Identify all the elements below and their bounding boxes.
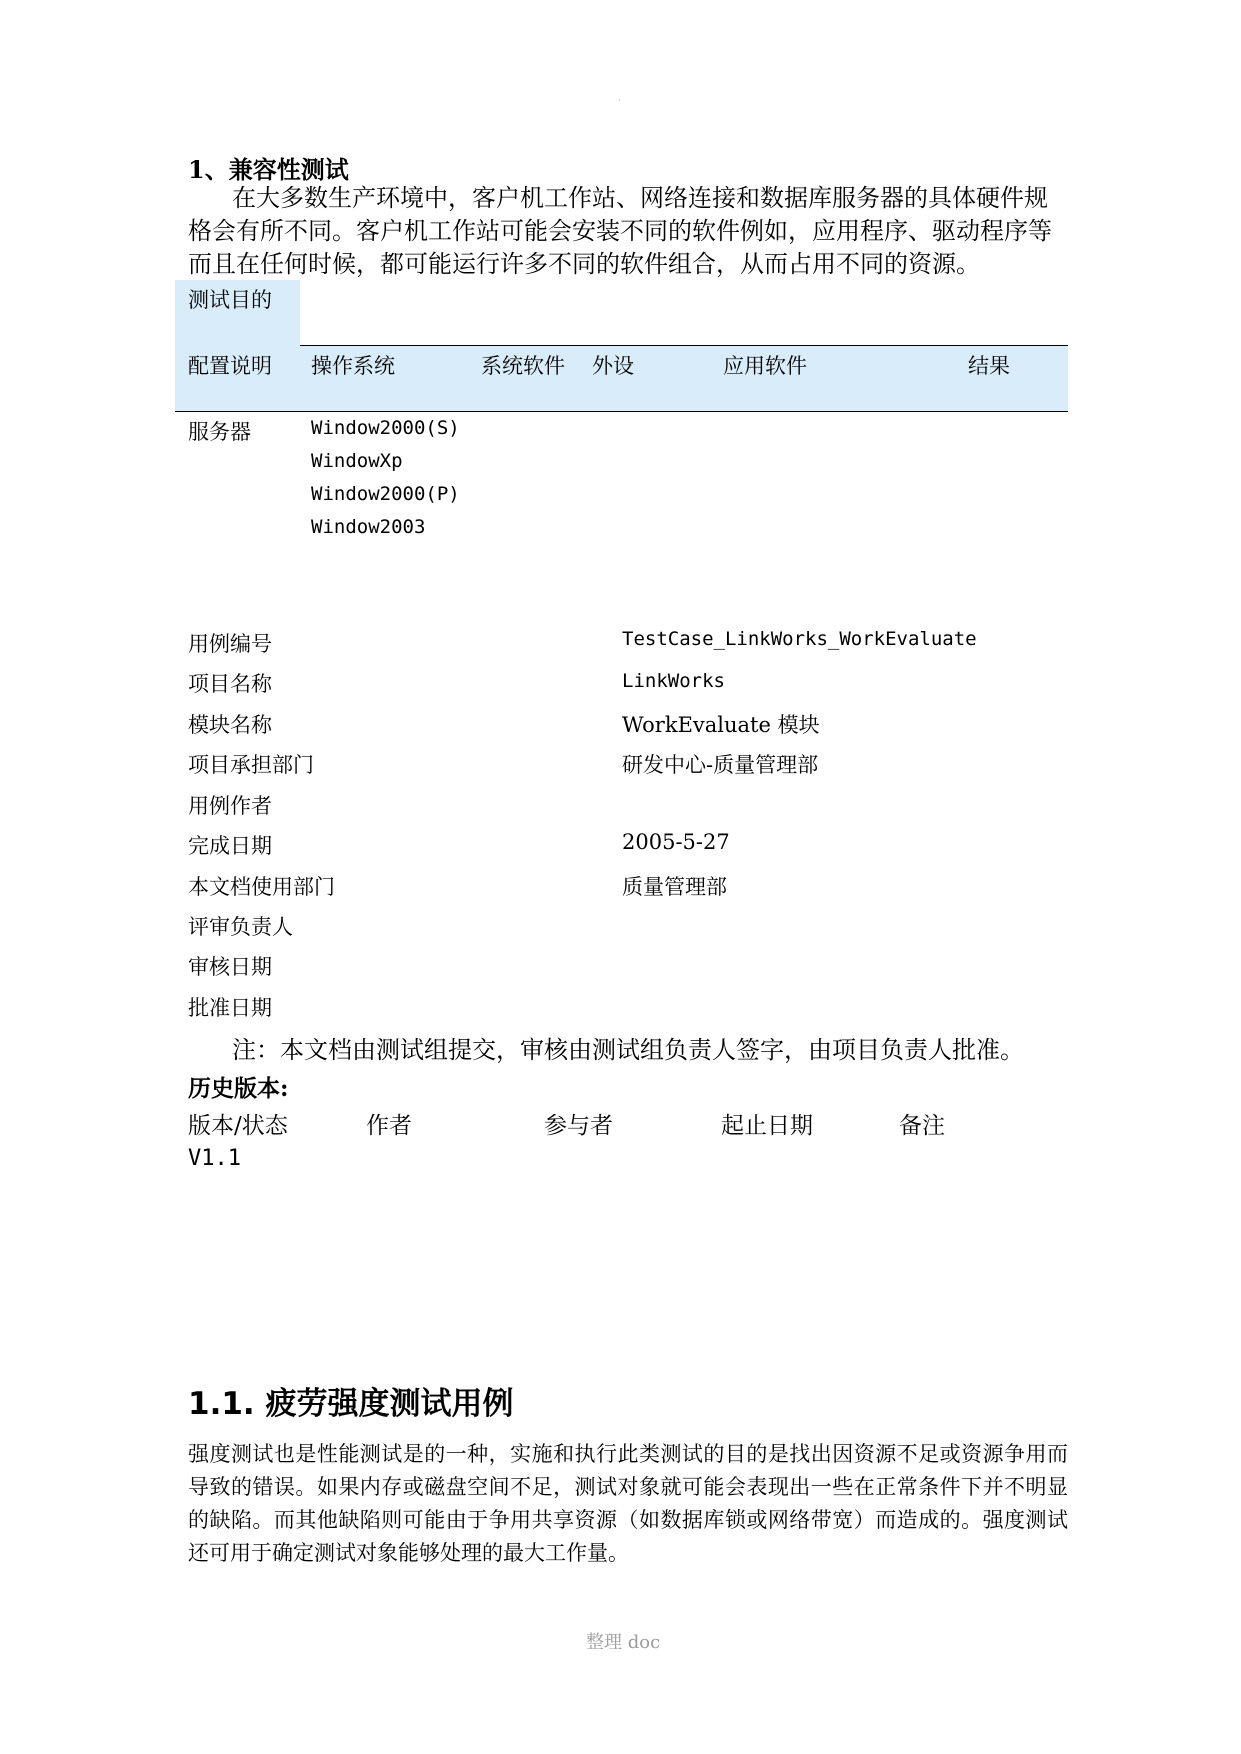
info-value: TestCase_LinkWorks_WorkEvaluate [622,628,977,650]
compatibility-paragraph [188,182,1068,281]
history-version: V1.1 [188,1146,241,1171]
os-item: Window2003 [311,516,426,538]
info-value: LinkWorks [622,670,725,692]
header-result: 结果 [968,354,1010,378]
os-item: Window2000(S) [311,417,460,439]
section-heading-stress: 1.1. 疲劳强度测试用例 [188,1386,514,1422]
info-label: 批准日期 [188,996,272,1020]
approval-note-text: 注：本文档由测试组提交，审核由测试组负责人签字，由项目负责人批准。 [232,1036,1024,1064]
history-col: 版本/状态 [188,1113,288,1139]
history-col: 参与者 [544,1113,613,1139]
row-label-server: 服务器 [188,420,251,444]
info-label: 模块名称 [188,713,272,737]
info-label: 项目承担部门 [188,753,314,777]
header-os: 操作系统 [311,354,395,378]
compatibility-paragraph-text: 在大多数生产环境中，客户机工作站、网络连接和数据库服务器的具体硬件规格会有所不同。客户机工作站可能会安装不同的软件例如，应用程序、驱动程序等而且在任何时候，都可能运行许多不同的软件组合，从而占用不同的资源。 [188,184,1052,278]
os-item: Window2000(P) [311,483,460,505]
page-footer: 整理 doc [586,1632,661,1653]
approval-note [188,1030,1024,1065]
info-value: 质量管理部 [622,875,727,899]
info-value: 研发中心-质量管理部 [622,753,819,777]
purpose-label: 测试目的 [188,288,272,312]
os-item: WindowXp [311,450,403,472]
table-rule-top [300,345,1068,346]
info-label: 用例作者 [188,794,272,818]
info-label: 本文档使用部门 [188,875,335,899]
info-label: 审核日期 [188,955,272,979]
stress-paragraph: 强度测试也是性能测试是的一种，实施和执行此类测试的目的是找出因资源不足或资源争用而导致的错误。如果内存或磁盘空间不足，测试对象就可能会表现出一些在正常条件下并不明显的缺陷。而其他缺陷则可能由于争用共享资源（如数据库锁或网络带宽）而造成的。强度测试还可用于确定测试对象能够处理的最大工作量。 [188,1442,1068,1565]
header-dot: · [618,96,621,105]
info-value: 2005-5-27 [622,830,730,854]
info-label: 项目名称 [188,672,272,696]
history-heading: 历史版本: [188,1075,289,1102]
info-label: 评审负责人 [188,915,293,939]
info-label: 用例编号 [188,632,272,656]
history-col: 起止日期 [721,1113,813,1139]
header-app-software: 应用软件 [723,354,807,378]
header-sys-software: 系统软件 [481,354,565,378]
table-rule-bottom [175,411,1068,412]
section-heading-compatibility: 1、兼容性测试 [188,155,349,184]
history-col: 备注 [899,1113,945,1139]
history-col: 作者 [366,1113,412,1139]
info-label: 完成日期 [188,834,272,858]
header-peripheral: 外设 [592,354,634,378]
info-value: WorkEvaluate 模块 [622,713,820,737]
header-config: 配置说明 [188,354,272,378]
